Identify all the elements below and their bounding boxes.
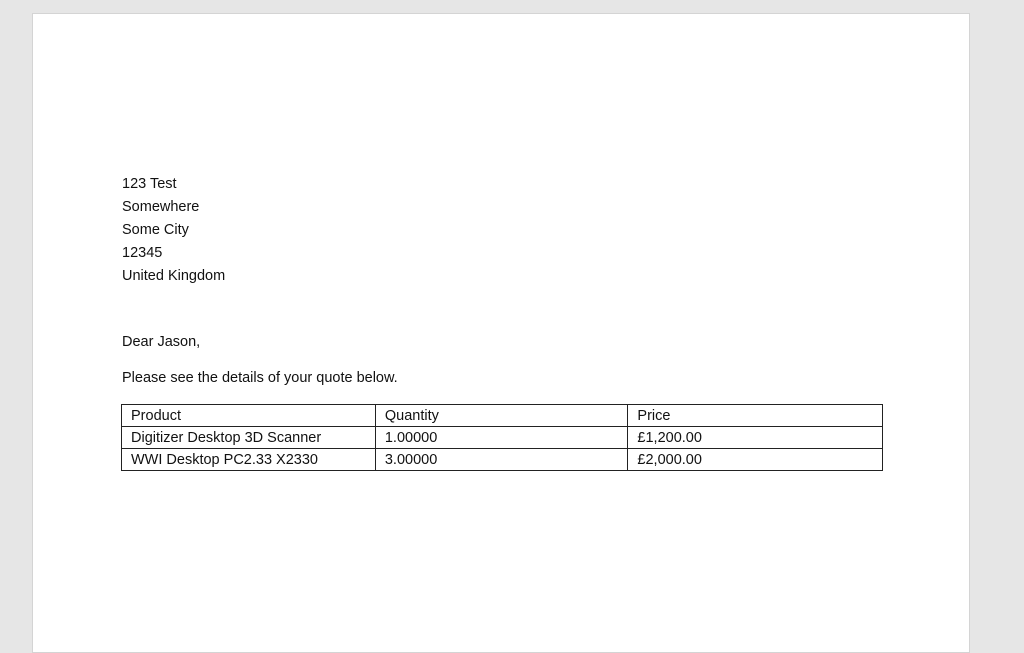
table-row [122, 449, 883, 471]
address-line-country: United Kingdom [122, 268, 226, 284]
header-product: Product [122, 405, 376, 427]
cell-quantity: 1.00000 [375, 427, 628, 449]
address-line-postcode: 12345 [122, 245, 163, 261]
header-price: Price [628, 405, 883, 427]
cell-price: £1,200.00 [628, 427, 883, 449]
intro-paragraph: Please see the details of your quote below. [122, 370, 398, 386]
address-line-city: Some City [122, 222, 189, 238]
cell-product: WWI Desktop PC2.33 X2330 [122, 449, 376, 471]
table-header-row [122, 405, 883, 427]
table-row [122, 427, 883, 449]
salutation: Dear Jason, [122, 334, 201, 350]
recipient-address [122, 173, 225, 288]
document-page [32, 13, 970, 653]
quote-table [121, 404, 883, 471]
address-line-locality: Somewhere [122, 199, 200, 215]
cell-product: Digitizer Desktop 3D Scanner [122, 427, 376, 449]
address-line-street: 123 Test [122, 176, 177, 192]
cell-price: £2,000.00 [628, 449, 883, 471]
header-quantity: Quantity [375, 405, 628, 427]
cell-quantity: 3.00000 [375, 449, 628, 471]
